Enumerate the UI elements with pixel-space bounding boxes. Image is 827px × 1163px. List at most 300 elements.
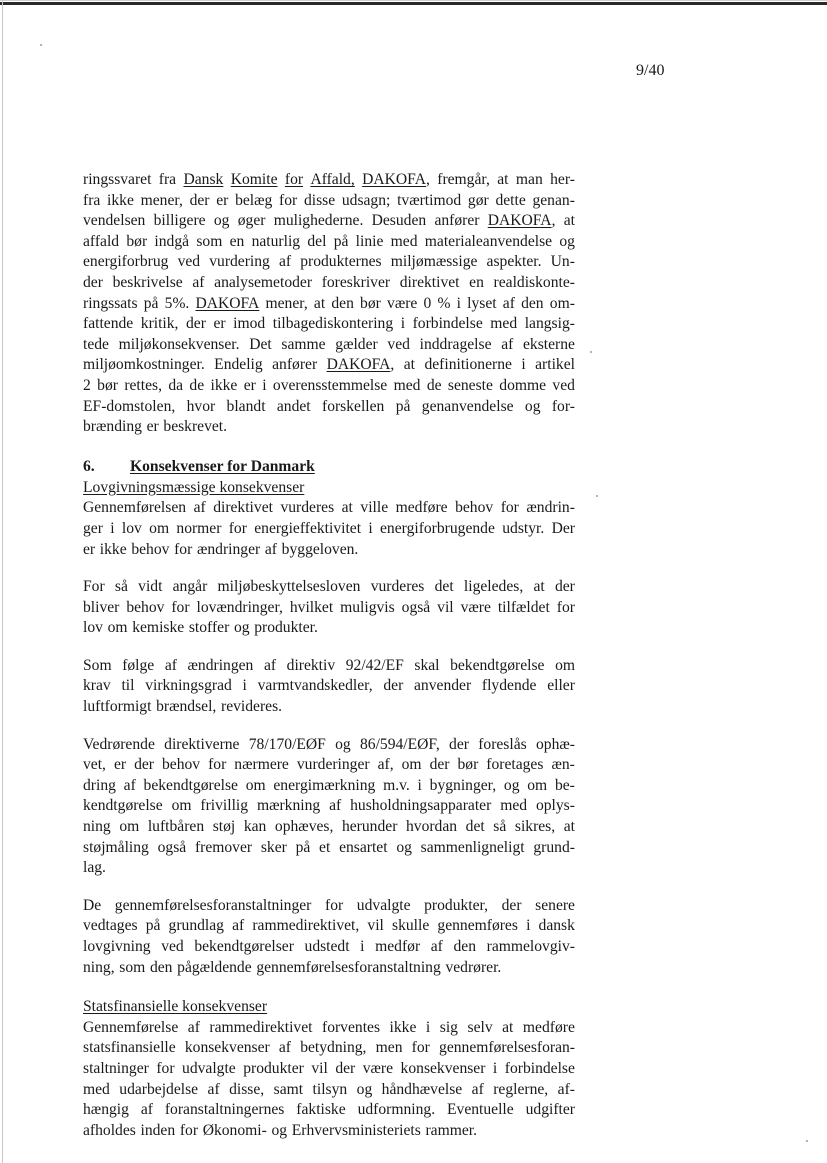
word: medføre [395, 499, 448, 517]
word: bør [126, 232, 148, 250]
word: ikke [210, 376, 238, 394]
word: fremgår, [437, 171, 490, 188]
word: direktiv [286, 656, 336, 674]
word: sker [260, 838, 287, 856]
word: beskrivelse [112, 273, 183, 291]
word: tilfældet [497, 598, 550, 616]
word: beskrevet. [163, 418, 228, 436]
word: udformning. [357, 1101, 436, 1119]
word: ringssvaret [83, 171, 152, 188]
word: for [179, 1121, 199, 1139]
word: ophæ- [535, 735, 575, 753]
word: ændrin- [526, 499, 575, 517]
word: nærmere [234, 756, 289, 774]
word: i [456, 294, 461, 312]
word: udvalgte [182, 1059, 236, 1077]
word: og [271, 1121, 288, 1139]
text-line [83, 676, 575, 697]
word: byggeloven. [281, 540, 359, 558]
word: i [242, 677, 247, 695]
word: lov [121, 519, 142, 537]
word: den [149, 958, 173, 976]
text-line [83, 1059, 575, 1080]
section-heading [83, 457, 575, 478]
word: om [119, 818, 140, 836]
word: om [171, 797, 192, 815]
scan-speck [40, 44, 42, 46]
text-line [83, 1080, 575, 1101]
text-line [83, 858, 575, 879]
word: det [465, 818, 485, 836]
word: statsfinansielle [83, 1039, 176, 1057]
word: de [189, 376, 205, 394]
word: at [313, 294, 326, 312]
word: for [556, 598, 575, 616]
word: ikke [107, 191, 134, 209]
word: forbindelse [504, 1059, 575, 1077]
word: ensartet [339, 838, 388, 856]
intro-paragraph [83, 170, 575, 438]
word: rammedirektivet [209, 1018, 313, 1036]
word: den [521, 294, 544, 312]
word: der [189, 191, 210, 209]
word: den [331, 294, 354, 312]
word: forskellen [322, 397, 385, 415]
paragraph [83, 656, 575, 718]
word: er [243, 376, 256, 394]
text-line [83, 417, 575, 438]
word: muligvis [340, 598, 395, 616]
word: som [196, 232, 223, 250]
word: af [187, 1018, 200, 1036]
word: her- [550, 171, 575, 188]
word: sig [439, 1018, 458, 1036]
word: ændringen [187, 656, 254, 674]
word: staltninger [83, 1059, 149, 1077]
word: energiforbrugende [380, 519, 495, 537]
word: bør [97, 376, 118, 394]
word: af- [557, 1080, 575, 1098]
word: medfør [375, 938, 421, 955]
word: den [453, 938, 477, 955]
word: i [521, 356, 526, 374]
word: hvilket [289, 598, 334, 616]
word: 5%. [164, 294, 190, 312]
word: Endelig [214, 356, 263, 374]
word: foreslås [478, 735, 527, 753]
word: for [325, 896, 344, 914]
scan-speck [596, 495, 598, 497]
word: og [213, 212, 230, 230]
word: disse [303, 191, 336, 209]
word: senere [535, 896, 575, 914]
word: realdiskonte- [493, 273, 575, 291]
word: for [411, 1039, 430, 1057]
word: energiforbrug [83, 253, 169, 271]
word: i [400, 315, 406, 333]
word: er [146, 418, 159, 436]
word: De [83, 896, 102, 914]
word: vendelsen [83, 212, 146, 230]
word: del [307, 232, 327, 250]
word: disse, [229, 1080, 265, 1098]
word: i [360, 938, 365, 955]
word: aspekter. [486, 253, 542, 271]
word: at [497, 171, 509, 188]
subsection-heading-state-finance: Statsfinansielle konsekvenser [83, 998, 268, 1016]
word: af [278, 1039, 292, 1057]
word: indgå [154, 232, 190, 250]
word: domme [499, 376, 547, 394]
word: æn- [551, 756, 575, 774]
underlined-reference: DAKOFA [487, 212, 552, 230]
word: i [425, 1018, 431, 1036]
word [310, 170, 354, 191]
word: gennemførelsesforanstaltninger [114, 896, 312, 914]
text-line [83, 519, 575, 540]
word: naturlig [251, 232, 301, 250]
word: der [335, 1059, 356, 1077]
scan-top-border [0, 0, 827, 5]
word: foranstaltningernes [164, 1101, 285, 1119]
word: men [375, 1039, 403, 1057]
word [231, 170, 278, 191]
word: forventes [322, 1018, 381, 1036]
word: gennemførelsesforan- [439, 1039, 575, 1057]
word: direktiverne [164, 735, 240, 753]
word: bekendtgørelser [194, 938, 294, 955]
text-line [83, 273, 575, 294]
word: ved [552, 376, 575, 394]
word: i [526, 917, 531, 935]
word: om [107, 619, 128, 637]
word: er [83, 540, 96, 558]
word: ning, [83, 958, 115, 976]
text-line [83, 916, 575, 937]
word: ger [83, 519, 103, 537]
word: ved [387, 335, 410, 353]
word: sammenligneligt [420, 838, 525, 856]
word: energimærkning [273, 776, 376, 794]
word: for [174, 540, 193, 558]
text-line [83, 314, 575, 335]
word: så [114, 578, 128, 596]
word: tilbagediskontering [272, 315, 394, 333]
word: sikres, [514, 818, 556, 836]
section-title: Konsekvenser for Danmark [130, 457, 315, 475]
word: med [500, 797, 528, 815]
word: af [232, 917, 245, 935]
word: af [192, 273, 205, 291]
word: udstedt [304, 938, 350, 955]
word: grund- [533, 838, 575, 856]
word: produkter [243, 1059, 304, 1077]
word: Erhvervsministeriets [291, 1121, 421, 1139]
text-line [83, 776, 575, 797]
word: 86/594/EØF, [359, 735, 440, 753]
word: af, [377, 756, 394, 774]
word: hvor [186, 397, 216, 415]
paragraph [83, 1018, 575, 1142]
scan-speck [590, 351, 592, 353]
word: på [143, 294, 159, 312]
word: produkter, [424, 896, 489, 914]
word: med [83, 1080, 110, 1098]
word: artikel [535, 356, 575, 374]
word: af [501, 335, 514, 353]
word: fremover [194, 838, 253, 856]
word: er [113, 756, 127, 774]
word: det [434, 578, 454, 596]
word: på [395, 397, 411, 415]
word: dette [495, 191, 526, 209]
word: øger [237, 212, 266, 230]
word: miljøkonsekvenser. [118, 335, 240, 353]
word: og [503, 776, 520, 794]
word: definitionerne [424, 356, 512, 374]
word: der [554, 578, 575, 596]
word: et [319, 838, 331, 856]
word: produkternes [300, 253, 382, 271]
word: selv [467, 1018, 493, 1036]
word: og [559, 232, 575, 250]
word: 0 [423, 294, 432, 312]
word: langsig- [524, 315, 575, 333]
word: be- [554, 776, 575, 794]
word: stoffer [188, 619, 230, 637]
word: at [403, 356, 416, 374]
word: til [121, 677, 135, 695]
word: af [207, 1080, 220, 1098]
word: varmtvandskedler, [257, 677, 373, 695]
word: behov [455, 499, 494, 517]
word: håndhævelse [381, 1080, 463, 1098]
word: være [387, 294, 418, 312]
word: hængig [83, 1101, 129, 1119]
word: revideres. [221, 698, 283, 716]
word: lov [83, 619, 103, 637]
word: kendtgørelse [83, 797, 163, 815]
text-line [83, 755, 575, 776]
word: ringssats [83, 294, 138, 312]
word: virkningsgrad [145, 677, 232, 695]
section-number: 6. [83, 457, 95, 475]
text-line [83, 817, 575, 838]
word: faktiske [296, 1101, 346, 1119]
word: være [460, 598, 491, 616]
word: så [493, 818, 507, 836]
word: Un- [550, 253, 575, 271]
word: brændsel, [156, 698, 217, 716]
word: ophæves, [274, 818, 334, 836]
word: også [401, 598, 431, 616]
word: affald [83, 232, 120, 250]
word: bygninger, [429, 776, 497, 794]
paragraph [83, 577, 575, 639]
word: analysemetoder [214, 273, 313, 291]
word: tværtimod [397, 191, 462, 209]
scan-left-edge [2, 0, 3, 1163]
text-line [83, 232, 575, 253]
word: udgifter [525, 1101, 575, 1119]
word: og [335, 735, 351, 753]
word: krav [83, 677, 111, 695]
word: udvalgte [356, 896, 411, 914]
text-line [83, 1100, 575, 1121]
word: behov [131, 540, 170, 558]
word: luftbåren [147, 818, 205, 836]
word: om [401, 756, 422, 774]
word: 2 [83, 376, 91, 394]
word: afholdes [83, 1121, 136, 1139]
word: Som [83, 656, 112, 674]
word: og [396, 838, 412, 856]
word: brænding [83, 418, 142, 436]
text-line [83, 796, 575, 817]
subsection-state-finance-body [83, 1018, 575, 1142]
word: være [362, 1059, 394, 1077]
word: vil [437, 598, 454, 616]
word: overensstemmelse [272, 376, 388, 394]
word: direktivet [399, 273, 460, 291]
word: rettes, [124, 376, 162, 394]
word: 78/170/EØF [248, 735, 326, 753]
word: konsekvenser [400, 1059, 486, 1077]
word [183, 170, 223, 191]
word: skulle [392, 917, 430, 935]
word: imod [233, 315, 266, 333]
text-line [83, 598, 575, 619]
word: der [383, 677, 404, 695]
document-body [83, 170, 575, 1141]
word: vurderinger [296, 756, 370, 774]
text-line [83, 540, 575, 561]
word: billigere [153, 212, 206, 230]
word: og [524, 397, 541, 415]
word: vidt [138, 578, 163, 596]
word: i [492, 1059, 498, 1077]
word: rammelovgiv- [486, 938, 575, 955]
word: vil [367, 917, 384, 935]
word: hvordan [405, 818, 458, 836]
word: gennemføres [437, 917, 518, 935]
word: af [502, 294, 515, 312]
word: ved [161, 938, 184, 955]
word: gør [467, 191, 489, 209]
word: mener, [265, 294, 308, 312]
subsection-legislative-body [83, 498, 575, 978]
word: for [208, 756, 227, 774]
word: og [356, 1080, 373, 1098]
underlined-reference: Affald, [310, 171, 355, 188]
word: der [429, 756, 450, 774]
underlined-reference: DAKOFA [195, 294, 260, 312]
word: direktivet [213, 499, 273, 517]
text-line [83, 577, 575, 598]
word: der [83, 273, 103, 291]
word: støjmåling [83, 838, 149, 856]
word: en [469, 273, 484, 291]
word: seneste [447, 376, 493, 394]
word: Desuden [371, 212, 427, 230]
word: medføre [522, 1018, 575, 1036]
word: for [171, 598, 190, 616]
word: foreskriver [321, 273, 391, 291]
word: linie [355, 232, 384, 250]
word: også [157, 838, 187, 856]
word: skal [414, 656, 440, 674]
word: samme [281, 335, 326, 353]
word: af [263, 656, 277, 674]
word: anfører [272, 356, 318, 374]
word: lovgivning [83, 938, 151, 955]
word: vurderes [370, 578, 425, 596]
word: ved [177, 253, 201, 271]
word: at [502, 1018, 514, 1036]
word: foretages [486, 756, 544, 774]
word: rammedirektivet, [252, 917, 360, 935]
word: genanvendelse [421, 397, 514, 415]
underlined-reference: DAKOFA [362, 171, 426, 188]
word: samt [273, 1080, 304, 1098]
word: vedtages [83, 917, 138, 935]
text-line [83, 211, 575, 232]
word: udstyr. [502, 519, 545, 537]
subsection-heading-legislative: Lovgivningsmæssige konsekvenser [83, 478, 305, 496]
word: i [110, 519, 115, 537]
word: af [193, 499, 206, 517]
word: ikke [99, 540, 127, 558]
word: Gennemførelsen [83, 499, 187, 517]
word: Det [249, 335, 272, 353]
word [196, 294, 260, 315]
word: for- [551, 397, 575, 415]
word: mærkning [256, 797, 321, 815]
word: kemiske [132, 619, 185, 637]
word: eller [547, 677, 575, 695]
word: som [119, 958, 146, 976]
word: er [213, 315, 226, 333]
text-line [83, 618, 575, 639]
text-line [83, 1038, 575, 1059]
paragraph [83, 498, 575, 560]
word: bekendtgørelse [450, 656, 545, 674]
word: med [393, 376, 421, 394]
word: inden [140, 1121, 176, 1139]
word: ikke [389, 1018, 417, 1036]
word: miljøomkostninger. [83, 356, 205, 374]
word: er [216, 191, 229, 209]
word: der [134, 756, 154, 774]
text-line [83, 656, 575, 677]
word: bør [457, 756, 479, 774]
word: for [279, 191, 298, 209]
text-line [83, 896, 575, 917]
page-number: 9/40 [636, 62, 665, 79]
word: DAKOFA, [487, 212, 556, 230]
word: normer [176, 519, 222, 537]
word: i [262, 376, 267, 394]
word: frivillig [200, 797, 249, 815]
text-line [83, 397, 575, 418]
word: blandt [226, 397, 266, 415]
word: om- [549, 294, 575, 312]
word: anvender [414, 677, 472, 695]
word: konsekvenser [184, 1039, 270, 1057]
text-line [83, 191, 575, 212]
word: vurdering [209, 253, 270, 271]
text-line [83, 838, 575, 859]
